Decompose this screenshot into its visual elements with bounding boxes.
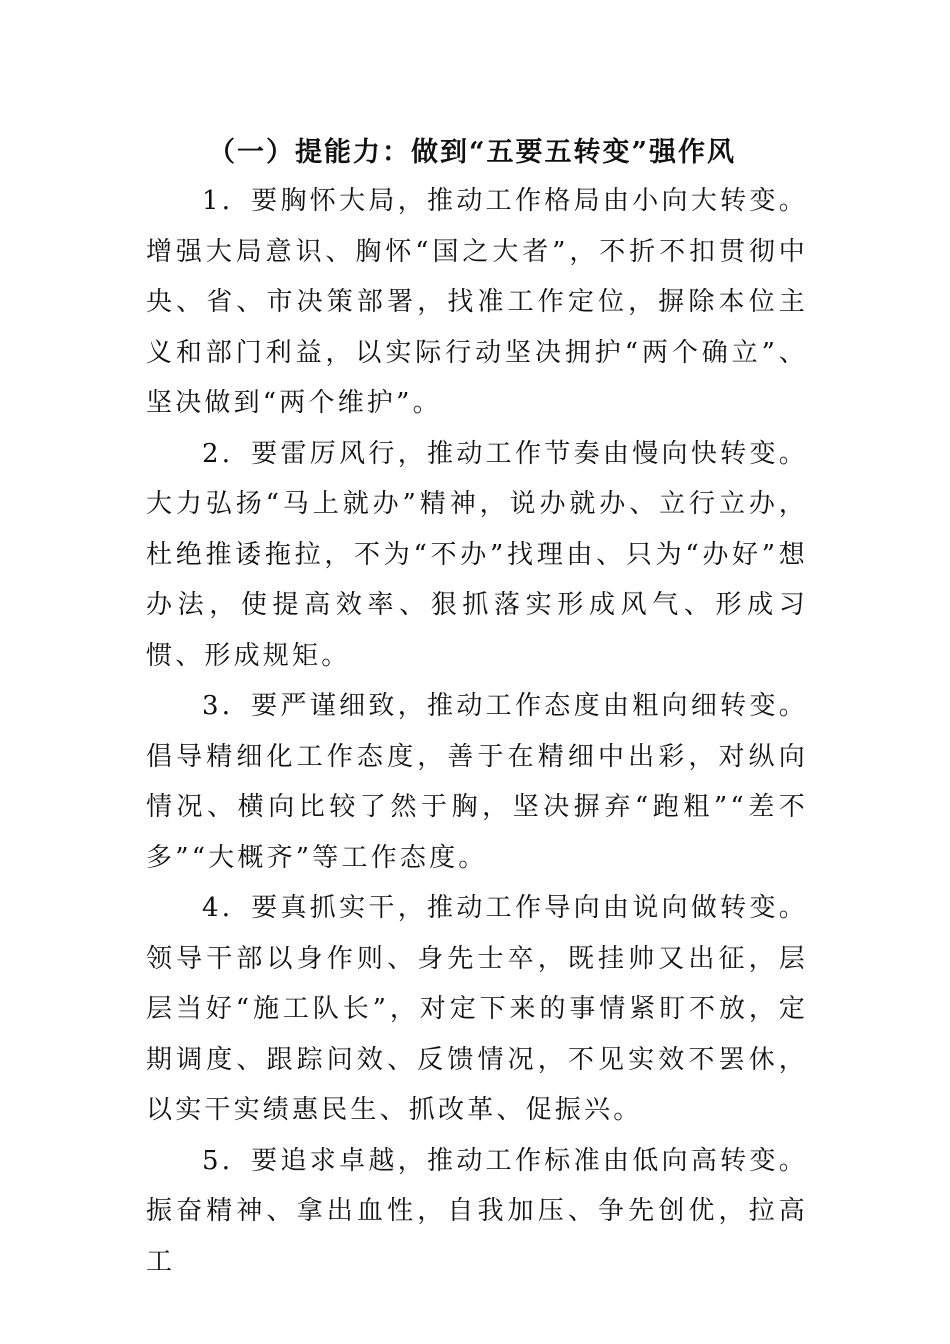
section-heading: （一）提能力：做到“五要五转变”强作风 xyxy=(208,137,737,168)
paragraph-1: 1．要胸怀大局，推动工作格局由小向大转变。增强大局意识、胸怀“国之大者”，不折不扣贯彻中央、省、市决策部署，找准工作定位，摒除本位主义和部门利益，以实际行动坚决拥护“两个确立”、坚决做到“两个维护”。 xyxy=(146,186,808,418)
paragraph-2: 2．要雷厉风行，推动工作节奏由慢向快转变。大力弘扬“马上就办”精神，说办就办、立行立办，杜绝推诿拖拉，不为“不办”找理由、只为“办好”想办法，使提高效率、狠抓落实形成风气、形成习惯、形成规矩。 xyxy=(146,438,808,671)
paragraph-3: 3．要严谨细致，推动工作态度由粗向细转变。倡导精细化工作态度，善于在精细中出彩，对纵向情况、横向比较了然于胸，坚决摒弃“跑粗”“差不多”“大概齐”等工作态度。 xyxy=(146,691,808,873)
document-body xyxy=(146,130,808,1287)
paragraph-4: 4．要真抓实干，推动工作导向由说向做转变。领导干部以身作则、身先士卒，既挂帅又出征，层层当好“施工队长”，对定下来的事情紧盯不放，定期调度、跟踪问效、反馈情况，不见实效不罢休，以实干实绩惠民生、抓改革、促振兴。 xyxy=(146,893,808,1125)
paragraph-5: 5．要追求卓越，推动工作标准由低向高转变。振奋精神、拿出血性，自我加压、争先创优，拉高工 xyxy=(146,1145,808,1277)
